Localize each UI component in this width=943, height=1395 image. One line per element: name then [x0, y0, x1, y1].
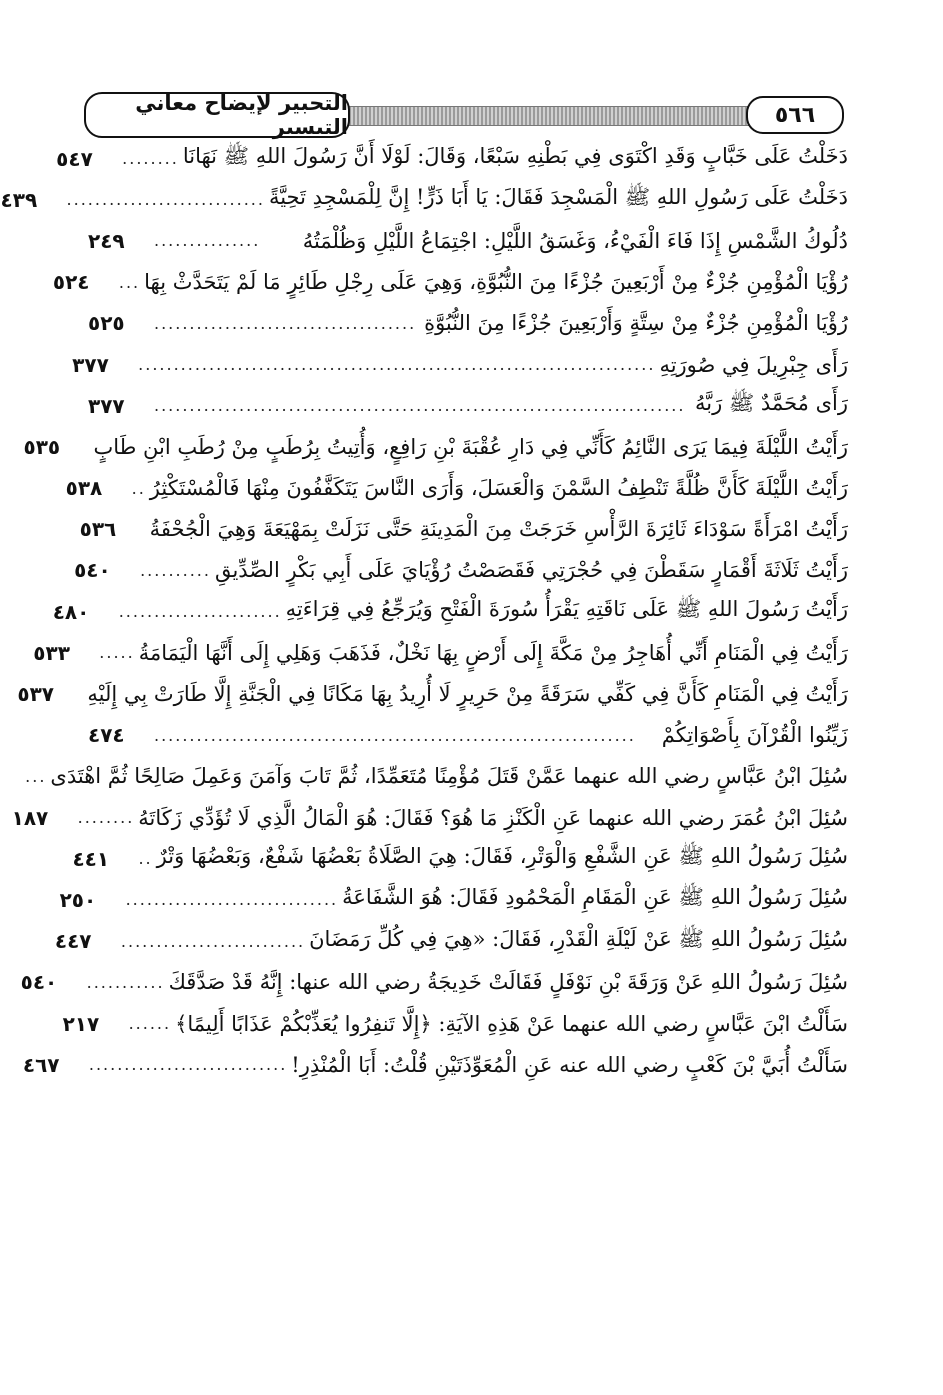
entry-page-number: ٤٣٩ — [0, 187, 38, 212]
entry-leader-dots: ........ — [122, 149, 179, 169]
entry-page-number: ٢١٧ — [62, 1011, 100, 1036]
entry-text: سُئِلَ ابْنُ عَبَّاسٍ رضي الله عنهما عَمَّنْ قَتَلَ مُؤْمِنًا مُتَعَمِّدًا، ثُمَّ تَابَ وَآمَنَ وَعَمِلَ صَالِحًا ثُمَّ اهْتَدَى — [50, 764, 848, 789]
index-entry — [17, 673, 848, 714]
entry-page-number: ٥٤٧ — [56, 146, 93, 171]
entry-text: رَأَيْتُ فِي الْمَنَامِ كَأَنَّ فِي كَفِّي سَرَقَةً مِنْ حَرِيرٍ لَا أُرِيدُ بِهَا مَكَانًا فِي الْجَنَّةِ إِلَّا طَارَتْ بِي إِلَيْهِ — [87, 682, 848, 707]
index-entry — [88, 385, 848, 426]
index-entry — [33, 632, 848, 673]
entry-page-number: ٥٣٣ — [33, 640, 70, 665]
entry-page-number: ٥٤٠ — [20, 970, 58, 995]
entry-leader-dots: ............................ — [66, 190, 265, 210]
index-entry — [88, 303, 848, 344]
entry-page-number: ٤٤١ — [72, 846, 110, 871]
entry-page-number: ٥٣٨ — [65, 476, 103, 501]
entry-text: رَأَيْتُ فِي الْمَنَامِ أَنِّي أُهَاجِرُ مِنْ مَكَّةَ إِلَى أَرْضٍ بِهَا نَخْلٌ، فَذَهَبَ وَهَلِي إِلَى أَنَّهَا الْيَمَامَةُ — [138, 640, 848, 665]
entry-leader-dots: ..... — [99, 643, 135, 663]
index-entry — [59, 879, 848, 920]
entry-leader-dots: .. — [131, 478, 146, 498]
index-entry — [79, 509, 848, 550]
entry-leader-dots: .......... — [140, 560, 211, 580]
entry-page-number: ٥٣٥ — [23, 434, 61, 459]
entry-page-number: ٣٧٧ — [72, 352, 109, 377]
entry-text: زَيِّنُوا الْقُرْآنَ بِأَصْوَاتِكُمْ — [661, 723, 848, 748]
index-entry — [62, 1003, 848, 1044]
entry-text: دُلُوكُ الشَّمْسِ إِذَا فَاءَ الْفَيْءُ، وَغَسَقُ اللَّيْلِ: اجْتِمَاعُ اللَّيْلِ وَظُلْمَتُهُ — [302, 228, 848, 253]
entry-page-number: ٥٤٠ — [74, 558, 111, 583]
index-entries-list — [0, 138, 848, 1085]
entry-leader-dots: .......................... — [120, 931, 306, 951]
page-number: ٥٦٦ — [746, 96, 844, 134]
entry-text: رَأَيْتُ اللَّيْلَةَ كَأَنَّ ظُلَّةً تَنْطِفُ السَّمْنَ وَالْعَسَلَ، وَأَرَى النَّاسَ يَتَكَفَّفُونَ مِنْهَا فَالْمُسْتَكْثِرُ — [149, 476, 848, 501]
entry-leader-dots: ... — [25, 766, 47, 786]
entry-text: رُؤْيَا الْمُؤْمِنِ جُزْءٌ مِنْ أَرْبَعِينَ جُزْءًا مِنَ النُّبُوَّةِ، وَهِيَ عَلَى رِجْلِ طَائِرٍ مَا لَمْ يَتَحَدَّثْ بِهَا — [144, 270, 848, 295]
entry-text: رَأَيْتُ ثَلَاثَةَ أَقْمَارٍ سَقَطْنَ فِي حُجْرَتِي فَقَصَصْتُ رُؤْيَايَ عَلَى أَبِي بَكْرٍ الصِّدِّيقِ — [214, 558, 848, 583]
index-entry — [0, 179, 848, 220]
entry-text: سُئِلَ رَسُولُ اللهِ عَنْ وَرَقَةَ بْنِ نَوْفَلٍ فَقَالَتْ خَدِيجَةُ رضي الله عنها: إِنَّهُ قَدْ صَدَّقَكَ — [168, 970, 848, 995]
entry-text: سُئِلَ رَسُولُ اللهِ ﷺ عَنْ لَيْلَةِ الْقَدْرِ، فَقَالَ: «هِيَ فِي كُلِّ رَمَضَانَ — [309, 926, 848, 951]
entry-page-number: ٤٦٧ — [22, 1052, 60, 1077]
book-title: التحبير لإيضاح معاني التيسير — [84, 92, 350, 138]
index-entry — [65, 468, 848, 509]
entry-page-number: ٢٥٠ — [59, 887, 97, 912]
index-entry — [74, 550, 848, 591]
index-entry — [54, 921, 848, 962]
entry-leader-dots: ...... — [128, 1014, 172, 1034]
entry-leader-dots: ........... — [86, 972, 165, 992]
entry-leader-dots: ... — [118, 272, 141, 292]
entry-leader-dots: ....................... — [118, 602, 282, 622]
index-entry — [25, 756, 848, 797]
entry-text: سُئِلَ ابْنُ عُمَرَ رضي الله عنهما عَنِ الْكَنْزِ مَا هُوَ؟ فَقَالَ: هُوَ الْمَالُ الَّذِي لَا تُؤَدِّي زَكَاتَهُ — [138, 805, 848, 830]
index-entry — [56, 138, 848, 179]
entry-leader-dots: ......................................................................... — [138, 355, 656, 375]
entry-leader-dots: .................................................................... — [154, 725, 636, 745]
entry-text: رَأَى مُحَمَّدٌ ﷺ رَبَّهُ — [694, 391, 848, 416]
entry-text: سُئِلَ رَسُولُ اللهِ ﷺ عَنِ الْمَقَامِ الْمَحْمُودِ فَقَالَ: هُوَ الشَّفَاعَةُ — [342, 885, 848, 910]
index-entry — [72, 344, 848, 385]
entry-text: رَأَى جِبْرِيلَ فِي صُورَتِهِ — [659, 352, 848, 377]
page-header — [78, 84, 850, 140]
entry-page-number: ٢٤٩ — [88, 228, 125, 253]
entry-leader-dots: ........ — [77, 808, 135, 828]
entry-text: سَأَلْتُ ابْنَ عَبَّاسٍ رضي الله عنهما عَنْ هَذِهِ الآيَةِ: ﴿إِلَّا تَنفِرُوا يُعَذِّبْكُمْ عَذَابًا أَلِيمًا﴾ — [175, 1011, 848, 1036]
entry-leader-dots: ..................................... — [154, 313, 417, 333]
index-entry — [11, 797, 848, 838]
entry-page-number: ٣٧٧ — [88, 393, 125, 418]
index-entry — [88, 220, 848, 261]
entry-leader-dots: .. — [138, 849, 153, 869]
index-entry — [23, 426, 848, 467]
entry-page-number: ٥٣٧ — [17, 682, 54, 707]
entry-leader-dots: ............... — [154, 231, 261, 251]
entry-leader-dots: ........................................................................... — [154, 396, 686, 416]
entry-text: دَخَلْتُ عَلَى خَبَّابٍ وَقَدِ اكْتَوَى فِي بَطْنِهِ سَبْعًا، وَقَالَ: لَوْلَا أَنَّ رَسُولَ اللهِ ﷺ نَهَانَا — [182, 144, 848, 169]
entry-page-number: ٤٨٠ — [52, 599, 90, 624]
entry-text: رَأَيْتُ رَسُولَ اللهِ ﷺ عَلَى نَاقَتِهِ يَقْرَأُ سُورَةَ الْفَتْحِ وَيُرَجِّعُ فِي قِرَاءَتِهِ — [285, 597, 848, 622]
entry-leader-dots: ............................ — [88, 1055, 288, 1075]
entry-page-number: ٤٧٤ — [88, 723, 125, 748]
entry-page-number — [0, 764, 21, 788]
entry-text: دَخَلْتُ عَلَى رَسُولِ اللهِ ﷺ الْمَسْجِدَ فَقَالَ: يَا أَبَا ذَرٍّ! إِنَّ لِلْمَسْجِدِ تَحِيَّةً — [268, 185, 848, 210]
index-entry — [20, 962, 848, 1003]
index-entry — [52, 591, 848, 632]
entry-text: رُؤْيَا الْمُؤْمِنِ جُزْءٌ مِنْ سِتَّةٍ وَأَرْبَعِينَ جُزْءًا مِنَ النُّبُوَّةِ — [424, 311, 848, 336]
entry-page-number: ٥٢٥ — [88, 311, 125, 336]
index-entry — [72, 838, 848, 879]
entry-page-number: ٥٢٤ — [52, 270, 90, 295]
entry-text: سَأَلْتُ أُبَيَّ بْنَ كَعْبٍ رضي الله عنه عَنِ الْمُعَوِّذَتَيْنِ قُلْتُ: أَبَا الْمُنْذِرِ! — [291, 1052, 848, 1077]
entry-page-number: ١٨٧ — [11, 805, 49, 830]
entry-leader-dots: .............................. — [125, 890, 339, 910]
entry-text: سُئِلَ رَسُولُ اللهِ ﷺ عَنِ الشَّفْعِ وَالْوَتْرِ، فَقَالَ: هِيَ الصَّلَاةُ بَعْضُهَا شَفْعٌ، وَبَعْضُهَا وَتْرٌ — [156, 844, 848, 869]
index-entry — [52, 262, 848, 303]
entry-page-number: ٤٤٧ — [54, 929, 92, 954]
entry-text: رَأَيْتُ اللَّيْلَةَ فِيمَا يَرَى النَّائِمُ كَأَنِّي فِي دَارِ عُقْبَةَ بْنِ رَافِعٍ، وَأُتِيتُ بِرُطَبٍ مِنْ رُطَبِ ابْنِ طَابٍ — [93, 434, 848, 459]
index-entry — [22, 1044, 848, 1085]
entry-page-number: ٥٣٦ — [79, 517, 117, 542]
index-entry — [88, 715, 848, 756]
entry-text: رَأَيْتُ امْرَأَةً سَوْدَاءَ ثَائِرَةَ الرَّأْسِ خَرَجَتْ مِنَ الْمَدِينَةِ حَتَّى نَزَلَتْ بِمَهْيَعَةَ وَهِيَ الْجُحْفَةُ — [149, 517, 848, 542]
